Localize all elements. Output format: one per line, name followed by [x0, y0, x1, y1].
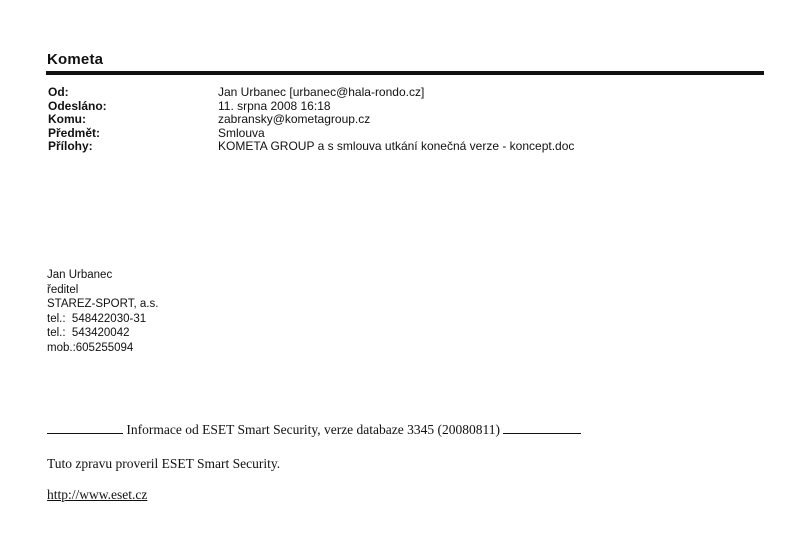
- signature-position: ředitel: [47, 283, 79, 296]
- header-row-from: [48, 86, 574, 100]
- blank-line-left: [47, 421, 123, 434]
- header-row-to: [48, 113, 574, 127]
- to-label: Komu:: [48, 112, 86, 126]
- eset-check-text: Tuto zpravu proveril ESET Smart Security.: [47, 456, 281, 471]
- from-label: Od:: [48, 85, 69, 99]
- signature-name: Jan Urbanec: [47, 269, 113, 281]
- attachments-value: KOMETA GROUP a s smlouva utkání konečná verze - koncept.doc: [218, 139, 575, 153]
- signature-phone-1: tel.: 548422030-31: [47, 312, 147, 325]
- blank-line-right: [503, 421, 581, 434]
- subject-value: Smlouva: [218, 125, 265, 140]
- from-value: Jan Urbanec [urbanec@hala-rondo.cz]: [218, 85, 425, 99]
- email-header-fields: [48, 86, 574, 154]
- attachments-label: Přílohy:: [48, 139, 93, 153]
- header-row-sent: [48, 100, 574, 114]
- signature-block: [47, 268, 158, 355]
- eset-info-text: Informace od ESET Smart Security, verze databaze 3345 (20080811): [126, 422, 500, 437]
- to-value: zabransky@kometagroup.cz: [218, 112, 371, 126]
- subject-label: Předmět:: [48, 125, 101, 140]
- sent-label: Odesláno:: [48, 98, 107, 113]
- email-title: Kometa: [47, 51, 104, 68]
- signature-mobile: mob.:605255094: [47, 341, 134, 354]
- sent-value: 11. srpna 2008 16:18: [218, 98, 331, 113]
- eset-link[interactable]: http://www.eset.cz: [47, 487, 148, 502]
- header-row-subject: [48, 127, 574, 141]
- signature-company: STAREZ-SPORT, a.s.: [47, 298, 159, 310]
- header-row-attachments: [48, 140, 574, 154]
- title-divider: [46, 71, 764, 75]
- eset-info-line: [47, 421, 581, 438]
- signature-phone-2: tel.: 543420042: [47, 327, 130, 339]
